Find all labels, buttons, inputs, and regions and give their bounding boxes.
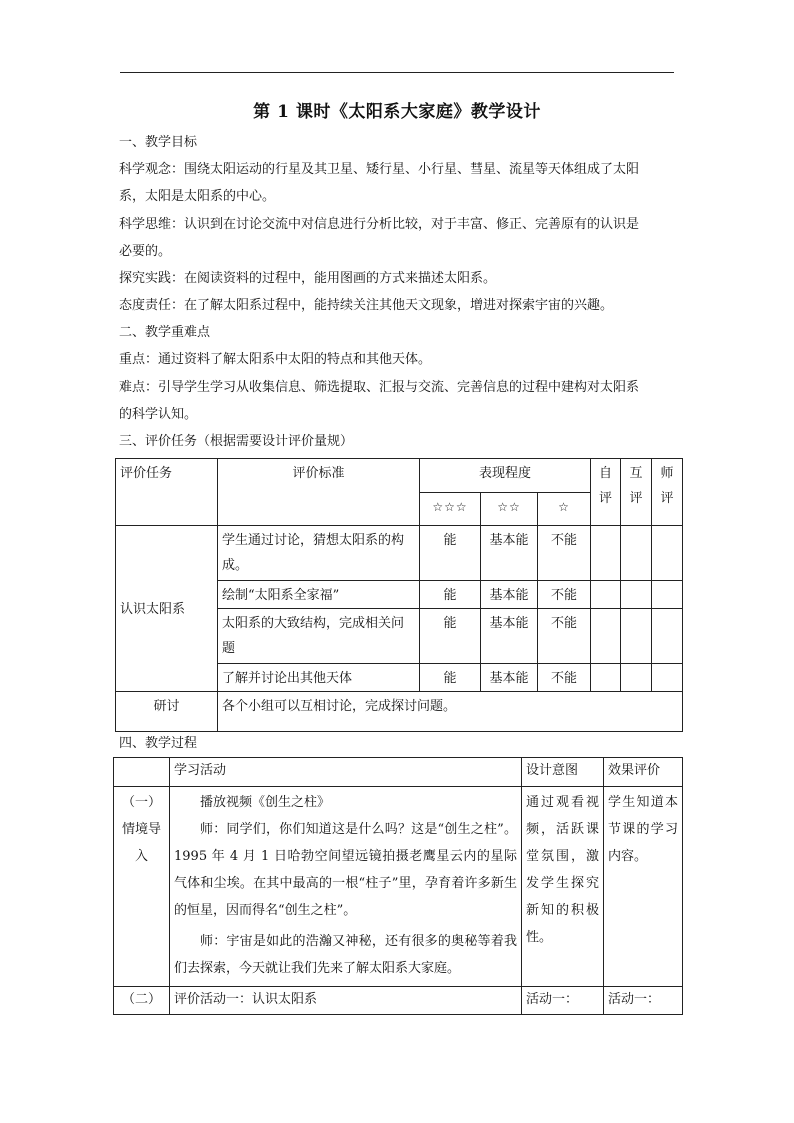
level-cell: 不能 [538, 664, 591, 692]
header-self: 自 评 [591, 459, 621, 526]
activity-teacher-question: 师：同学们，你们知道这是什么吗？这是“创生之柱”。1995 年 4 月 1 日哈勃空间望远镜拍摄老鹰星云内的星际气体和尘埃。在其中最高的一根“柱子”里，孕育着许多新生的恒星，因而得名“创生之柱”。 [174, 822, 517, 918]
header-empty [114, 758, 170, 787]
self-eval-cell [591, 664, 621, 692]
stage-1-label: （一）情境导入 [114, 787, 170, 987]
header-activity: 学习活动 [170, 758, 522, 787]
difficulty-line1: 难点：引导学生学习从收集信息、筛选提取、汇报与交流、完善信息的过程中建构对太阳系 [119, 380, 640, 395]
header-intent: 设计意图 [522, 758, 604, 787]
activity-video: 播放视频《创生之柱》 [200, 795, 331, 810]
page-title: 第 1 课时《太阳系大家庭》教学设计 [253, 102, 541, 122]
level-cell: 能 [420, 664, 481, 692]
header-rule [120, 72, 674, 73]
key-point: 重点：通过资料了解太阳系中太阳的特点和其他天体。 [119, 352, 432, 367]
section-3-heading: 三、评价任务（根据需要设计评价量规） [119, 434, 354, 449]
header-level: 表现程度 [420, 459, 591, 493]
standard-cell: 学生通过讨论，猜想太阳系的构成。 [218, 526, 420, 581]
difficulty-line2: 的科学认知。 [119, 407, 198, 422]
stage-2-activity: 评价活动一：认识太阳系 [170, 987, 522, 1015]
section-4-heading: 四、教学过程 [119, 736, 198, 751]
stage-2-intent: 活动一： [522, 987, 604, 1015]
standard-cell: 了解并讨论出其他天体 [218, 664, 420, 692]
level-three-stars: ☆☆☆ [420, 493, 481, 526]
level-cell: 不能 [538, 581, 591, 609]
stage-1-activity [170, 787, 522, 987]
level-cell: 基本能 [481, 609, 538, 664]
level-cell: 基本能 [481, 526, 538, 581]
teacher-eval-cell [652, 664, 683, 692]
objective-thinking-line1: 科学思维：认识到在讨论交流中对信息进行分析比较，对于丰富、修正、完善原有的认识是 [119, 217, 640, 232]
teacher-eval-cell [652, 609, 683, 664]
level-two-stars: ☆☆ [481, 493, 538, 526]
peer-eval-cell [621, 609, 652, 664]
level-cell: 能 [420, 609, 481, 664]
standard-cell: 太阳系的大致结构，完成相关问题 [218, 609, 420, 664]
header-standard: 评价标准 [218, 459, 420, 526]
header-teacher: 师 评 [652, 459, 683, 526]
teacher-eval-cell [652, 581, 683, 609]
discussion-text: 各个小组可以互相讨论，完成探讨问题。 [218, 692, 683, 732]
level-cell: 能 [420, 581, 481, 609]
process-table [113, 757, 683, 1015]
standard-cell: 绘制“太阳系全家福” [218, 581, 420, 609]
stage-2-effect: 活动一： [604, 987, 683, 1015]
objective-attitude: 态度责任：在了解太阳系过程中，能持续关注其他天文现象，增进对探索宇宙的兴趣。 [119, 298, 614, 313]
task-name: 认识太阳系 [116, 526, 218, 692]
level-cell: 能 [420, 526, 481, 581]
stage-1-intent: 通过观看视频，活跃课堂氛围，激发学生探究新知的积极性。 [522, 787, 604, 987]
level-cell: 不能 [538, 526, 591, 581]
evaluation-table [115, 458, 683, 732]
section-2-heading: 二、教学重难点 [119, 325, 211, 340]
level-one-star: ☆ [538, 493, 591, 526]
peer-eval-cell [621, 581, 652, 609]
stage-2-label: （二） [114, 987, 170, 1015]
discussion-label: 研讨 [116, 692, 218, 732]
self-eval-cell [591, 581, 621, 609]
activity-teacher-intro: 师：宇宙是如此的浩瀚又神秘，还有很多的奥秘等着我们去探索，今天就让我们先来了解太阳系大家庭。 [174, 934, 517, 976]
objective-thinking-line2: 必要的。 [119, 244, 172, 259]
section-1-heading: 一、教学目标 [119, 135, 198, 150]
level-cell: 基本能 [481, 581, 538, 609]
teacher-eval-cell [652, 526, 683, 581]
objective-concept-line1: 科学观念：围绕太阳运动的行星及其卫星、矮行星、小行星、彗星、流星等天体组成了太阳 [119, 162, 640, 177]
header-peer: 互 评 [621, 459, 652, 526]
level-cell: 不能 [538, 609, 591, 664]
self-eval-cell [591, 609, 621, 664]
stage-1-effect: 学生知道本节课的学习内容。 [604, 787, 683, 987]
header-effect: 效果评价 [604, 758, 683, 787]
peer-eval-cell [621, 664, 652, 692]
level-cell: 基本能 [481, 664, 538, 692]
self-eval-cell [591, 526, 621, 581]
objective-practice: 探究实践：在阅读资料的过程中，能用图画的方式来描述太阳系。 [119, 271, 497, 286]
peer-eval-cell [621, 526, 652, 581]
header-task: 评价任务 [116, 459, 218, 526]
objective-concept-line2: 系，太阳是太阳系的中心。 [119, 189, 276, 204]
